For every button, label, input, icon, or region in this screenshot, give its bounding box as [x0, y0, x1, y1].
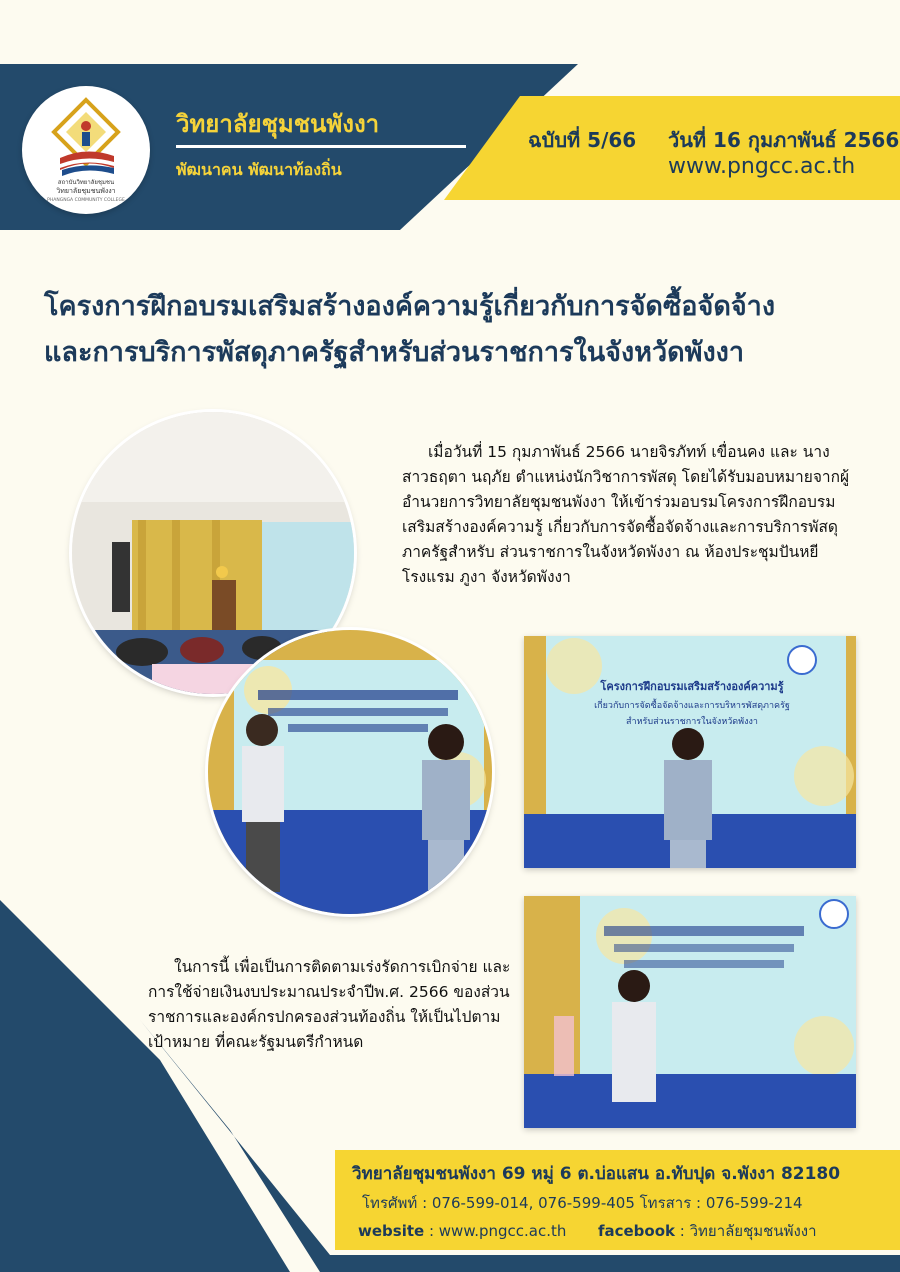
svg-text:เกี่ยวกับการจัดซื้อจัดจ้างและก: เกี่ยวกับการจัดซื้อจัดจ้างและการบริหารพัสดุภาครัฐ [594, 701, 790, 711]
banner-logo-icon-2 [820, 900, 848, 928]
svg-text:โครงการฝึกอบรมเสริมสร้างองค์คว: โครงการฝึกอบรมเสริมสร้างองค์ความรู้ [600, 680, 784, 693]
footer-phone: โทรศัพท์ : 076-599-014, 076-599-405 โทรสาร : 076-599-214 [362, 1194, 803, 1212]
article-title [44, 284, 884, 376]
header-divider [176, 145, 466, 148]
svg-text:วิทยาลัยชุมชนพังงา: วิทยาลัยชุมชนพังงา [56, 187, 116, 195]
photo-staff-man [524, 896, 856, 1128]
svg-text:PHANGNGA COMMUNITY COLLEGE: PHANGNGA COMMUNITY COLLEGE [47, 198, 125, 203]
article-title-line2: และการบริการพัสดุภาครัฐสำหรับส่วนราชการในจังหวัดพังงา [44, 337, 744, 368]
footer-links [358, 1219, 817, 1243]
footer-website-link[interactable]: : www.pngcc.ac.th [424, 1222, 567, 1240]
footer-address: วิทยาลัยชุมชนพังงา 69 หมู่ 6 ต.บ่อแสน อ.ทับปุด จ.พังงา 82180 [352, 1164, 841, 1184]
header-website[interactable]: www.pngcc.ac.th [668, 154, 856, 179]
svg-text:สำหรับส่วนราชการในจังหวัดพังงา: สำหรับส่วนราชการในจังหวัดพังงา [626, 717, 758, 727]
issue-date: วันที่ 16 กุมภาพันธ์ 2566 [668, 128, 900, 152]
college-name: วิทยาลัยชุมชนพังงา [176, 110, 380, 138]
college-slogan: พัฒนาคน พัฒนาท้องถิ่น [176, 160, 342, 179]
issue-number: ฉบับที่ 5/66 [528, 128, 637, 152]
svg-text:สถาบันวิทยาลัยชุมชน: สถาบันวิทยาลัยชุมชน [57, 179, 115, 186]
paragraph-1-text: เมื่อวันที่ 15 กุมภาพันธ์ 2566 นายจิรภัทท์ เขื่อนคง และ นางสาวธฤตา นฤภัย ตำแหน่งนักวิชาการพัสดุ โดยได้รับมอบหมายจากผู้อำนวยการวิทยาลัยชุมชนพังงา ให้เข้าร่วมอบรมโครงการฝึกอบรมเสริมสร้างองค์ความรู้ เกี่ยวกับการจัดซื้อจัดจ้างและการบริการพัสดุภาครัฐสำหรับ ส่วนราชการในจังหวัดพังงา ณ ห้องประชุมปันหยี โรงแรม ภูงา จังหวัดพังงา [402, 443, 850, 586]
article-paragraph-1 [402, 440, 852, 590]
footer-website-label: website [358, 1222, 425, 1240]
photo-staff-woman [524, 636, 856, 868]
article-title-line1: โครงการฝึกอบรมเสริมสร้างองค์ความรู้เกี่ยวกับการจัดซื้อจัดจ้าง [44, 291, 776, 322]
article-paragraph-2 [148, 955, 518, 1055]
college-logo [22, 86, 150, 214]
footer-facebook-label: facebook [597, 1222, 675, 1240]
photo-staff-pair [208, 630, 492, 914]
logo-emblem-icon [22, 86, 150, 214]
banner-logo-icon [788, 646, 816, 674]
footer-facebook-link[interactable]: : วิทยาลัยชุมชนพังงา [675, 1222, 817, 1240]
paragraph-2-text: ในการนี้ เพื่อเป็นการติดตามเร่งรัดการเบิกจ่าย และการใช้จ่ายเงินงบประมาณประจำปีพ.ศ. 2566 ของส่วนราชการและองค์กรปกครองส่วนท้องถิ่น ให้เป็นไปตามเป้าหมาย ที่คณะรัฐมนตรีกำหนด [148, 958, 511, 1051]
